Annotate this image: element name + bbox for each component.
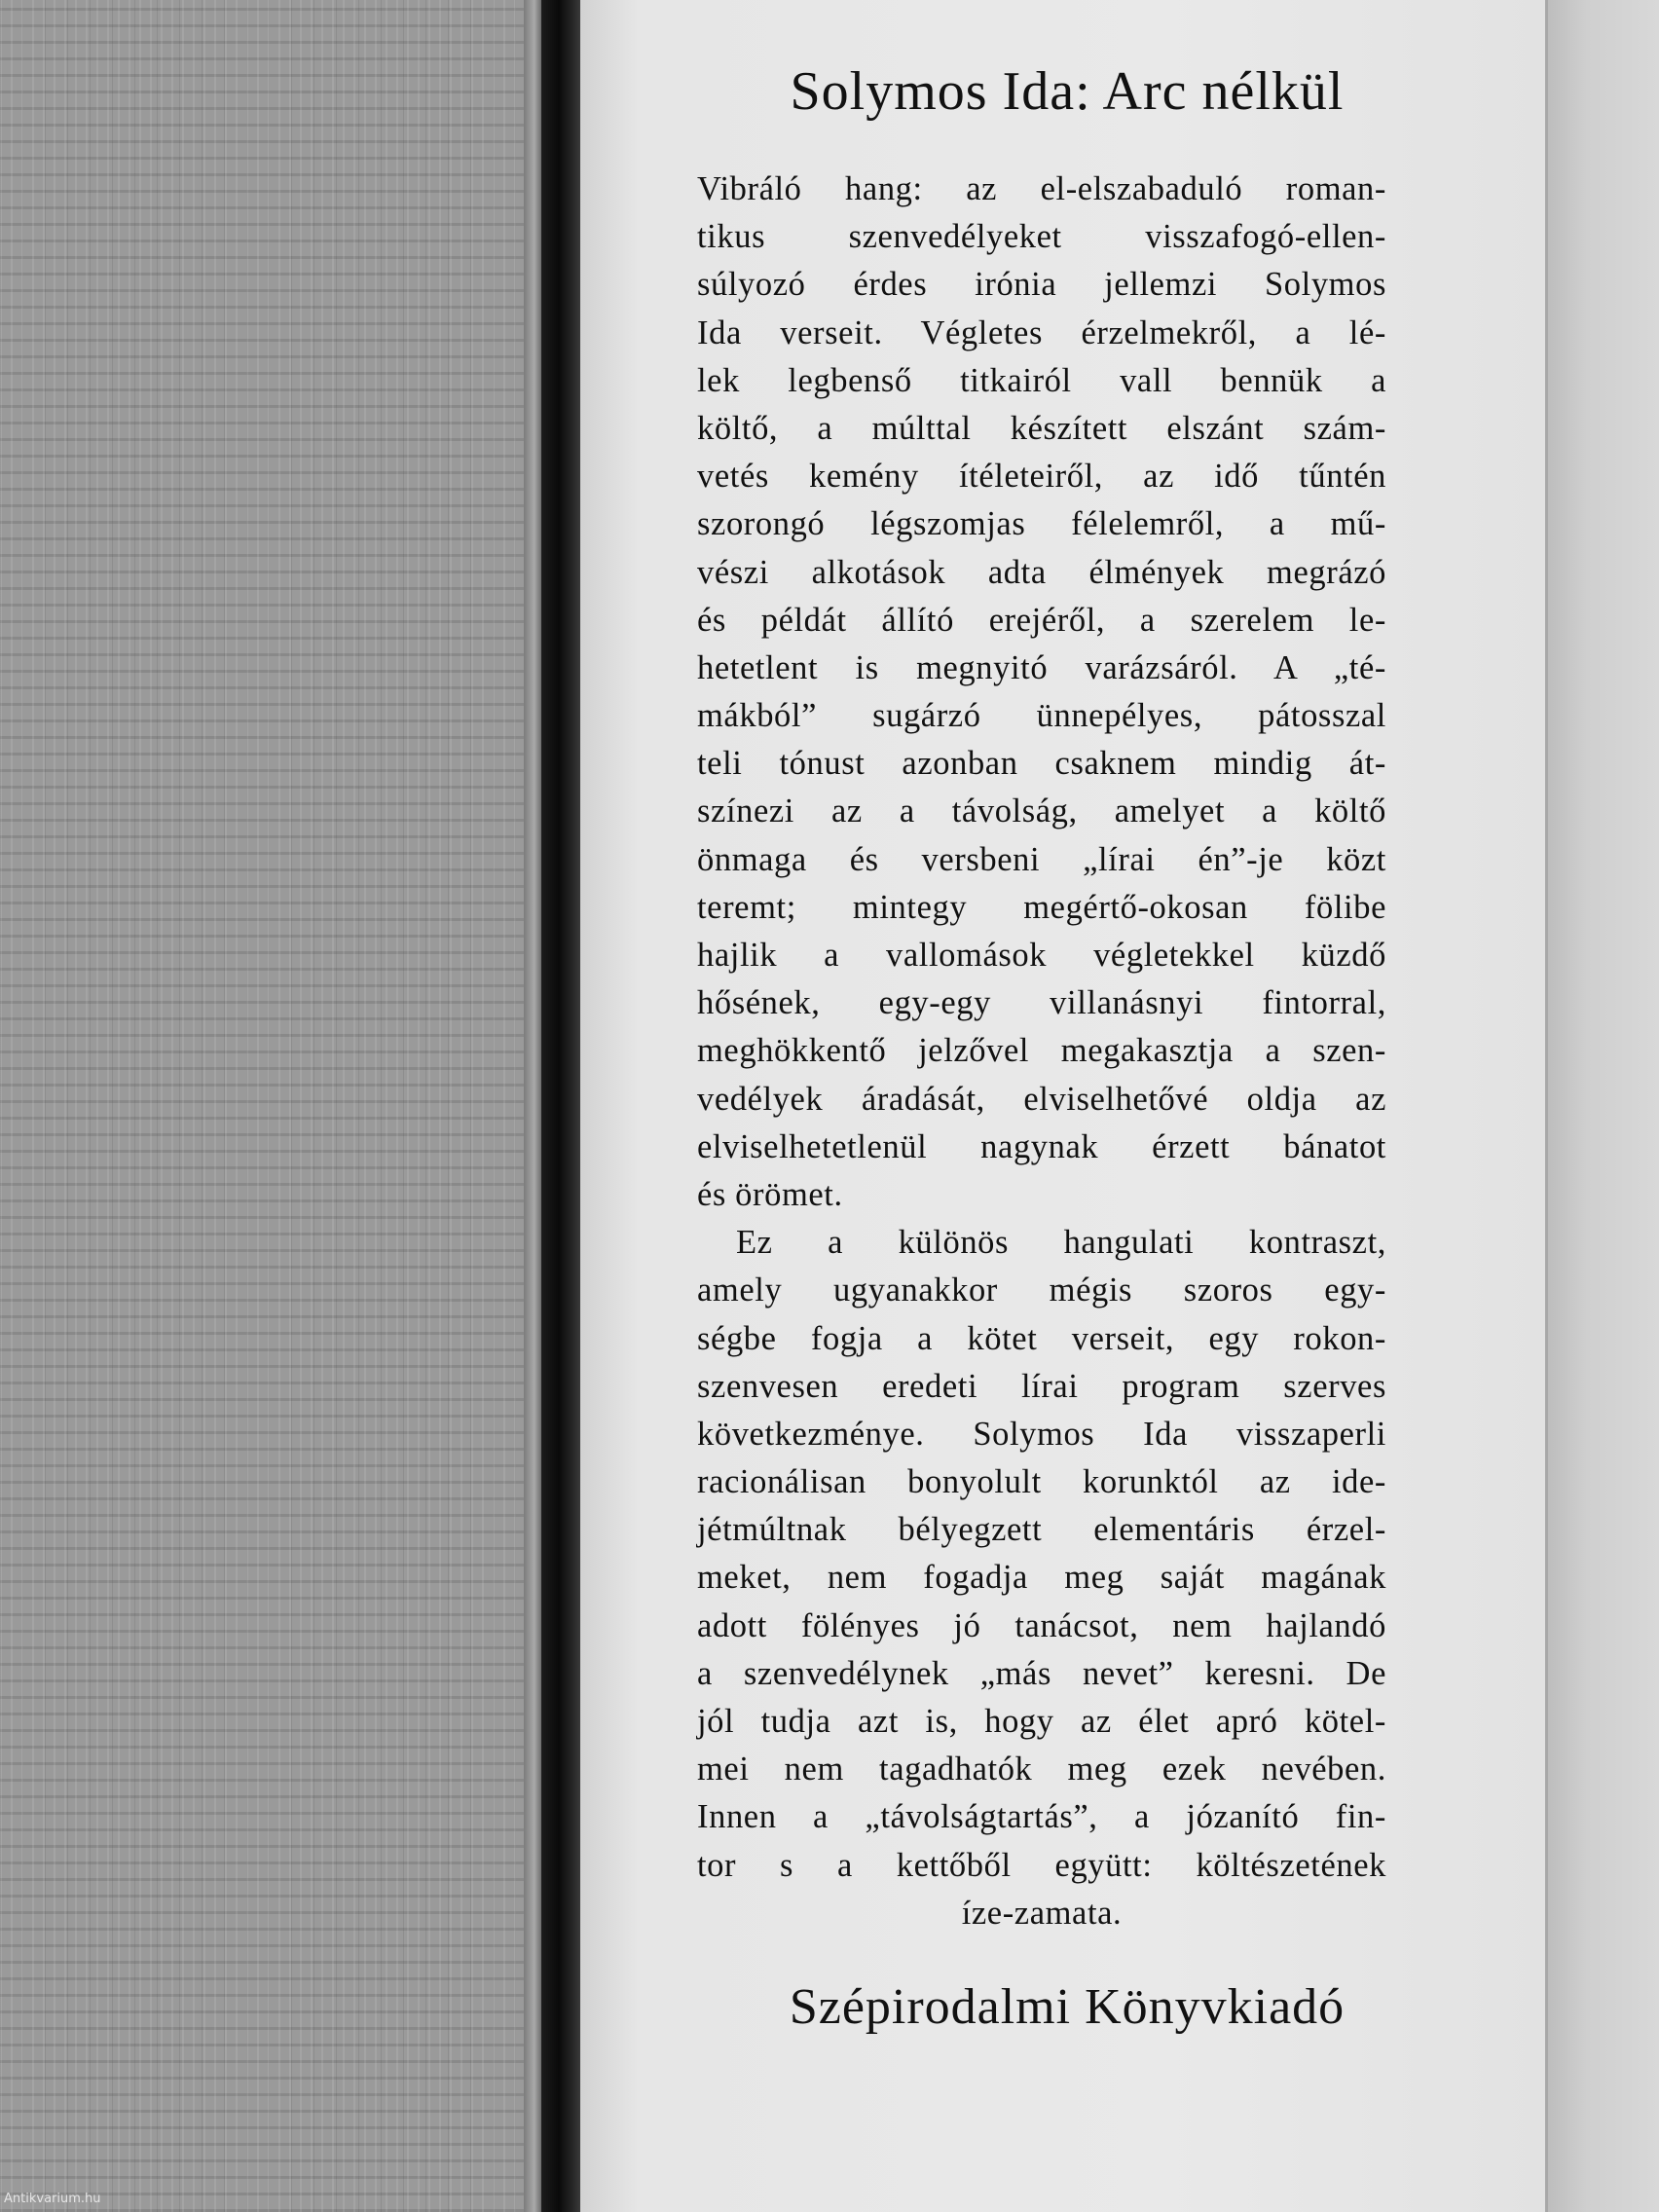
text-line: színezi az a távolság, amelyet a költő <box>697 793 1386 830</box>
text-line: mei nem tagadhatók meg ezek nevében. <box>697 1751 1386 1788</box>
text-line: amely ugyanakkor mégis szoros egy- <box>697 1272 1386 1309</box>
text-line: vészi alkotások adta élmények megrázó <box>697 553 1386 591</box>
text-line: meket, nem fogadja meg saját magának <box>697 1559 1386 1597</box>
text-line: hajlik a vallomások végletekkel küzdő <box>697 937 1386 974</box>
book-cover-texture <box>0 0 540 2212</box>
text-line: Innen a „távolságtartás”, a józanító fin- <box>697 1798 1386 1836</box>
text-line: a szenvedélynek „más nevet” keresni. De <box>697 1654 1386 1692</box>
text-line: hetetlent is megnyitó varázsáról. A „té- <box>697 648 1386 686</box>
text-line: vetés kemény ítéleteiről, az idő tűntén <box>697 458 1386 496</box>
text-line: költő, a múlttal készített elszánt szám- <box>697 409 1386 447</box>
text-line: lek legbenső titkairól vall bennük a <box>697 361 1386 399</box>
text-line: vedélyek áradását, elviselhetővé oldja az <box>697 1080 1386 1118</box>
text-line: szorongó légszomjas félelemről, a mű- <box>697 505 1386 543</box>
cover-edge <box>524 0 541 2212</box>
book-title: Solymos Ida: Arc nélkül <box>790 61 1345 122</box>
text-line: jétmúltnak bélyegzett elementáris érzel- <box>697 1511 1386 1549</box>
text-line: szenvesen eredeti lírai program szerves <box>697 1367 1386 1405</box>
text-line: racionálisan bonyolult korunktól az ide- <box>697 1463 1386 1501</box>
watermark: Antikvarium.hu <box>4 2192 101 2206</box>
publisher-name: Szépirodalmi Könyvkiadó <box>789 1979 1346 2035</box>
text-line: Ida verseit. Végletes érzelmekről, a lé- <box>697 313 1386 351</box>
text-line: mákból” sugárzó ünnepélyes, pátosszal <box>697 697 1386 735</box>
text-line: Vibráló hang: az el-elszabaduló roman- <box>697 170 1386 207</box>
text-line: és örömet. <box>697 1175 843 1213</box>
text-line: hősének, egy-egy villanásnyi fintorral, <box>697 984 1386 1022</box>
text-line: elviselhetetlenül nagynak érzett bánatot <box>697 1127 1386 1165</box>
dust-jacket-flap <box>580 0 1554 2212</box>
text-line: Ez a különös hangulati kontraszt, <box>736 1224 1386 1262</box>
text-line: önmaga és versbeni „lírai én”-je közt <box>697 840 1386 878</box>
spine-shadow <box>541 0 580 2212</box>
text-line: íze-zamata. <box>961 1894 1123 1932</box>
text-line: súlyozó érdes irónia jellemzi Solymos <box>697 266 1386 304</box>
text-line: adott fölényes jó tanácsot, nem hajlandó <box>697 1606 1386 1644</box>
text-line: tikus szenvedélyeket visszafogó-ellen- <box>697 218 1386 256</box>
text-line: jól tudja azt is, hogy az élet apró kötel- <box>697 1703 1386 1740</box>
right-shade <box>1548 0 1659 2212</box>
blurb-text <box>697 166 1386 1937</box>
text-line: meghökkentő jelzővel megakasztja a szen- <box>697 1032 1386 1070</box>
blurb-paragraph-1 <box>697 166 1386 1219</box>
text-line: teli tónust azonban csaknem mindig át- <box>697 745 1386 783</box>
text-line: teremt; mintegy megértő-okosan fölibe <box>697 888 1386 926</box>
text-line: tor s a kettőből együtt: költészetének <box>697 1846 1386 1884</box>
text-line: ségbe fogja a kötet verseit, egy rokon- <box>697 1319 1386 1357</box>
text-line: és példát állító erejéről, a szerelem le- <box>697 601 1386 639</box>
text-line: következménye. Solymos Ida visszaperli <box>697 1415 1386 1453</box>
blurb-paragraph-2 <box>697 1219 1386 1937</box>
